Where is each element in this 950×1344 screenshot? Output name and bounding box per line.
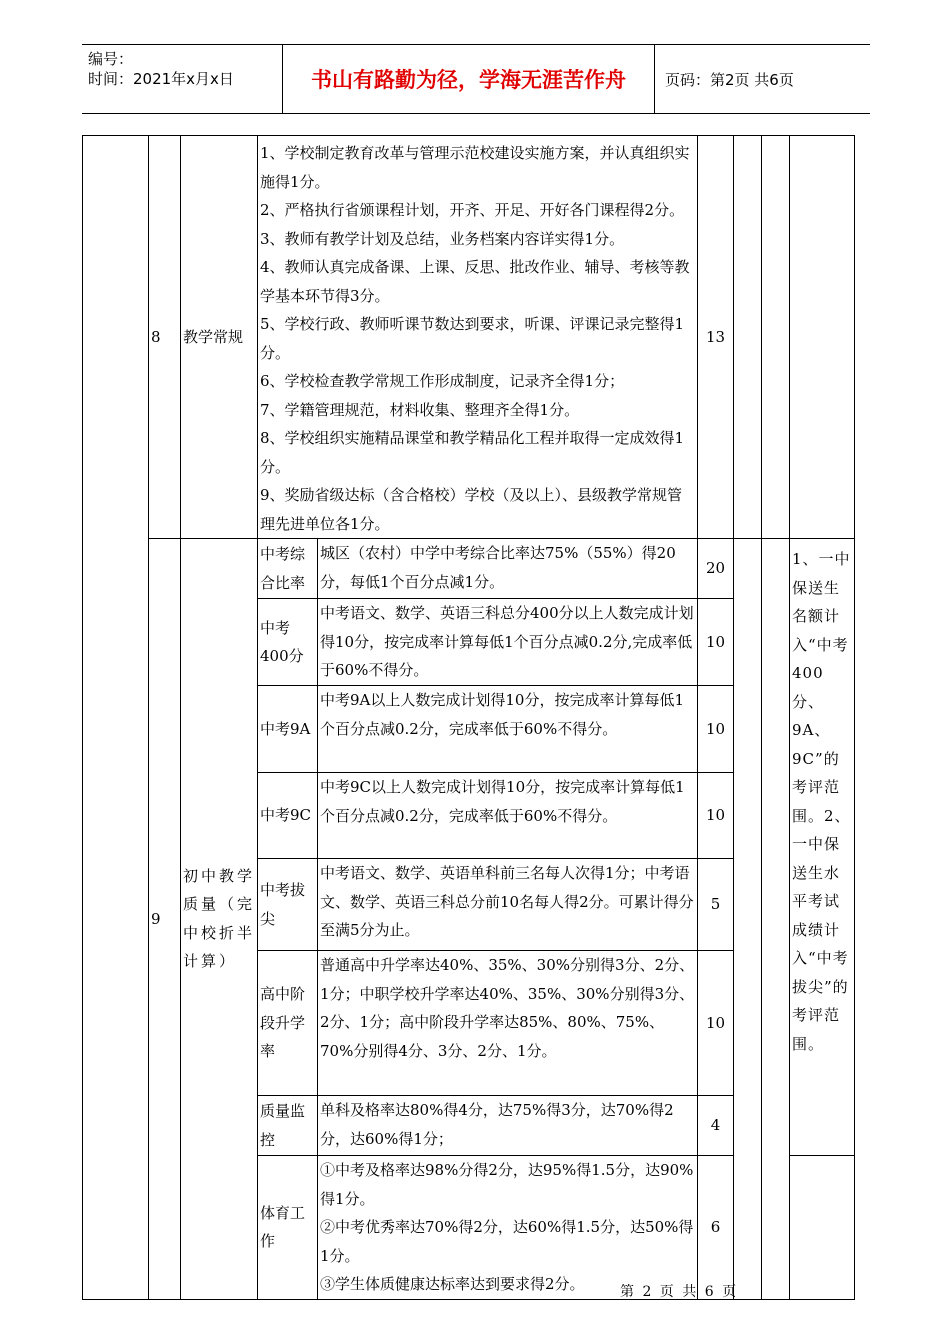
criteria-line: ①中考及格率达98%分得2分，达95%得1.5分，达90%得1分。 <box>320 1161 694 1208</box>
criteria-cell <box>318 1156 698 1300</box>
item-name: 初中教学质量（完中校折半计算） <box>181 539 258 1300</box>
score-cell: 5 <box>698 859 734 951</box>
sub-item-name: 中考拔尖 <box>258 859 318 951</box>
criteria-line: ③学生体质健康达标率达到要求得2分。 <box>320 1275 585 1293</box>
criteria-line: 3、教师有教学计划及总结，业务档案内容详实得1分。 <box>260 229 625 248</box>
evaluation-table <box>82 135 855 1300</box>
sub-item-name: 质量监控 <box>258 1096 318 1156</box>
table-row-9-1 <box>83 539 855 599</box>
criteria-line: 9、奖励省级达标（含合格校）学校（及以上）、县级教学常规管理先进单位各1分。 <box>260 486 683 533</box>
page-label: 页码：第2页 共6页 <box>665 70 794 89</box>
criteria-cell: 中考9A以上人数完成计划得10分，按完成率计算每低1个百分点减0.2分，完成率低于60%不得分。 <box>318 686 698 773</box>
empty-cell <box>734 136 762 539</box>
criteria-cell <box>258 136 698 539</box>
score-cell: 4 <box>698 1096 734 1156</box>
empty-cell <box>734 539 762 1300</box>
criteria-line: 8、学校组织实施精品课堂和教学精品化工程并取得一定成效得1分。 <box>260 429 685 476</box>
sub-item-name: 中考9A <box>258 686 318 773</box>
criteria-line: 5、学校行政、教师听课节数达到要求，听课、评课记录完整得1分。 <box>260 315 685 362</box>
criteria-line: 4、教师认真完成备课、上课、反思、批改作业、辅导、考核等教学基本环节得3分。 <box>260 258 690 305</box>
sub-item-name: 中考400分 <box>258 599 318 686</box>
criteria-line: ②中考优秀率达70%得2分，达60%得1.5分，达50%得1分。 <box>320 1218 694 1265</box>
motto: 书山有路勤为径，学海无涯苦作舟 <box>282 45 655 113</box>
criteria-line: 6、学校检查教学常规工作形成制度，记录齐全得1分； <box>260 372 625 390</box>
note-cell: 1、一中保送生名额计入“中考400分、9A、9C”的考评范围。2、一中保送生水平考试成绩计入“中考拔尖”的考评范围。 <box>790 539 855 1156</box>
score-cell: 10 <box>698 773 734 859</box>
sub-item-name: 中考9C <box>258 773 318 859</box>
score-cell: 10 <box>698 686 734 773</box>
criteria-cell: 城区（农村）中学中考综合比率达75%（55%）得20分，每低1个百分点减1分。 <box>318 539 698 599</box>
score-cell: 20 <box>698 539 734 599</box>
empty-cell <box>762 136 790 539</box>
criteria-line: 1、学校制定教育改革与管理示范校建设实施方案，并认真组织实施得1分。 <box>260 144 690 191</box>
criteria-cell: 中考语文、数学、英语三科总分400分以上人数完成计划得10分，按完成率计算每低1个百分点减0.2分,完成率低于60%不得分。 <box>318 599 698 686</box>
category-cell <box>83 136 149 1300</box>
empty-cell <box>762 539 790 1300</box>
page-footer: 第 2 页 共 6 页 <box>620 1284 739 1300</box>
score-cell: 10 <box>698 599 734 686</box>
note-cell <box>790 1156 855 1300</box>
item-name: 教学常规 <box>181 136 258 539</box>
table-row-8 <box>83 136 855 539</box>
header-meta <box>82 45 282 113</box>
criteria-cell: 单科及格率达80%得4分，达75%得3分，达70%得2分，达60%得1分； <box>318 1096 698 1156</box>
criteria-line: 7、学籍管理规范，材料收集、整理齐全得1分。 <box>260 400 580 419</box>
sub-item-name: 高中阶段升学率 <box>258 951 318 1096</box>
score-cell: 10 <box>698 951 734 1096</box>
sub-item-name: 中考综合比率 <box>258 539 318 599</box>
page-header <box>82 44 870 114</box>
sub-item-name: 体育工作 <box>258 1156 318 1300</box>
score-cell: 6 <box>698 1156 734 1300</box>
row-number: 8 <box>149 136 181 539</box>
criteria-cell: 普通高中升学率达40%、35%、30%分别得3分、2分、1分；中职学校升学率达40%、35%、30%分别得3分、2分、1分；高中阶段升学率达85%、80%、75%、70%分别得4分、3分、2分、1分。 <box>318 951 698 1096</box>
number-label: 编号： <box>88 50 134 68</box>
score-cell: 13 <box>698 136 734 539</box>
criteria-cell: 中考语文、数学、英语单科前三名每人次得1分；中考语文、数学、英语三科总分前10名每人得2分。可累计得分至满5分为止。 <box>318 859 698 951</box>
criteria-cell: 中考9C以上人数完成计划得10分，按完成率计算每低1个百分点减0.2分，完成率低于60%不得分。 <box>318 773 698 859</box>
row-number: 9 <box>149 539 181 1300</box>
note-cell <box>790 136 855 539</box>
criteria-line: 2、严格执行省颁课程计划，开齐、开足、开好各门课程得2分。 <box>260 201 685 219</box>
date-label: 时间：2021年x月x日 <box>88 70 234 88</box>
